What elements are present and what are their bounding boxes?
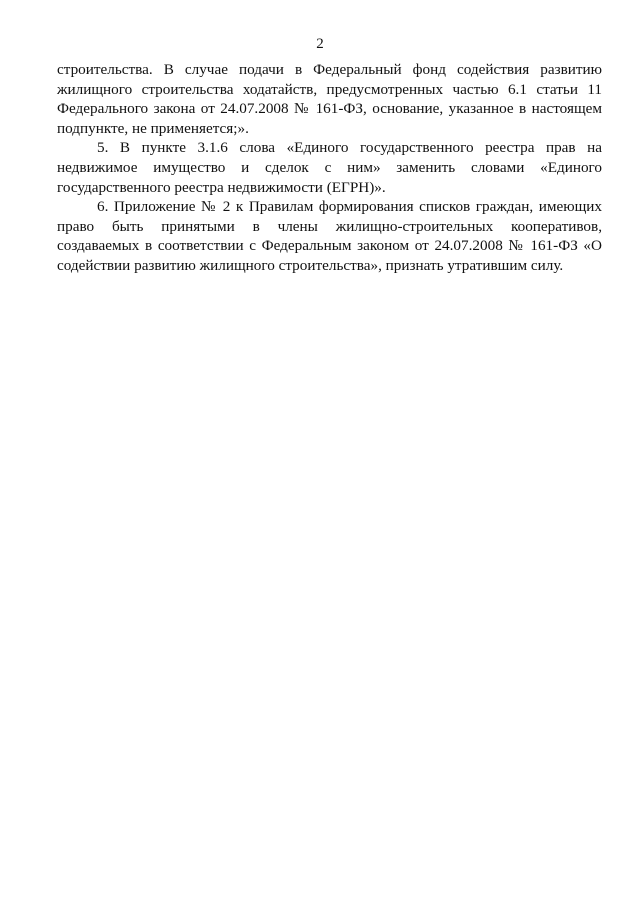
paragraph-item-6: 6. Приложение № 2 к Правилам формирования списков граждан, имеющих право быть принятыми в члены жилищно-строительных кооперативов, создаваемых в соответствии с Федеральным законом от 24.07.2008 № 161-ФЗ «О содействии развитию жилищного строительства», признать утратившим силу. bbox=[57, 198, 602, 274]
page-number: 2 bbox=[316, 36, 324, 52]
paragraph-continuation: строительства. В случае подачи в Федеральный фонд содействия развитию жилищного строительства ходатайств, предусмотренных частью 6.1 статьи 11 Федерального закона от 24.07.2008 № 161-ФЗ, основание, указанное в настоящем подпункте, не применяется;». bbox=[57, 61, 602, 137]
document-body bbox=[57, 60, 602, 276]
paragraph-item-5: 5. В пункте 3.1.6 слова «Единого государственного реестра прав на недвижимое имущество и сделок с ним» заменить словами «Единого государственного реестра недвижимости (ЕГРН)». bbox=[57, 139, 602, 196]
